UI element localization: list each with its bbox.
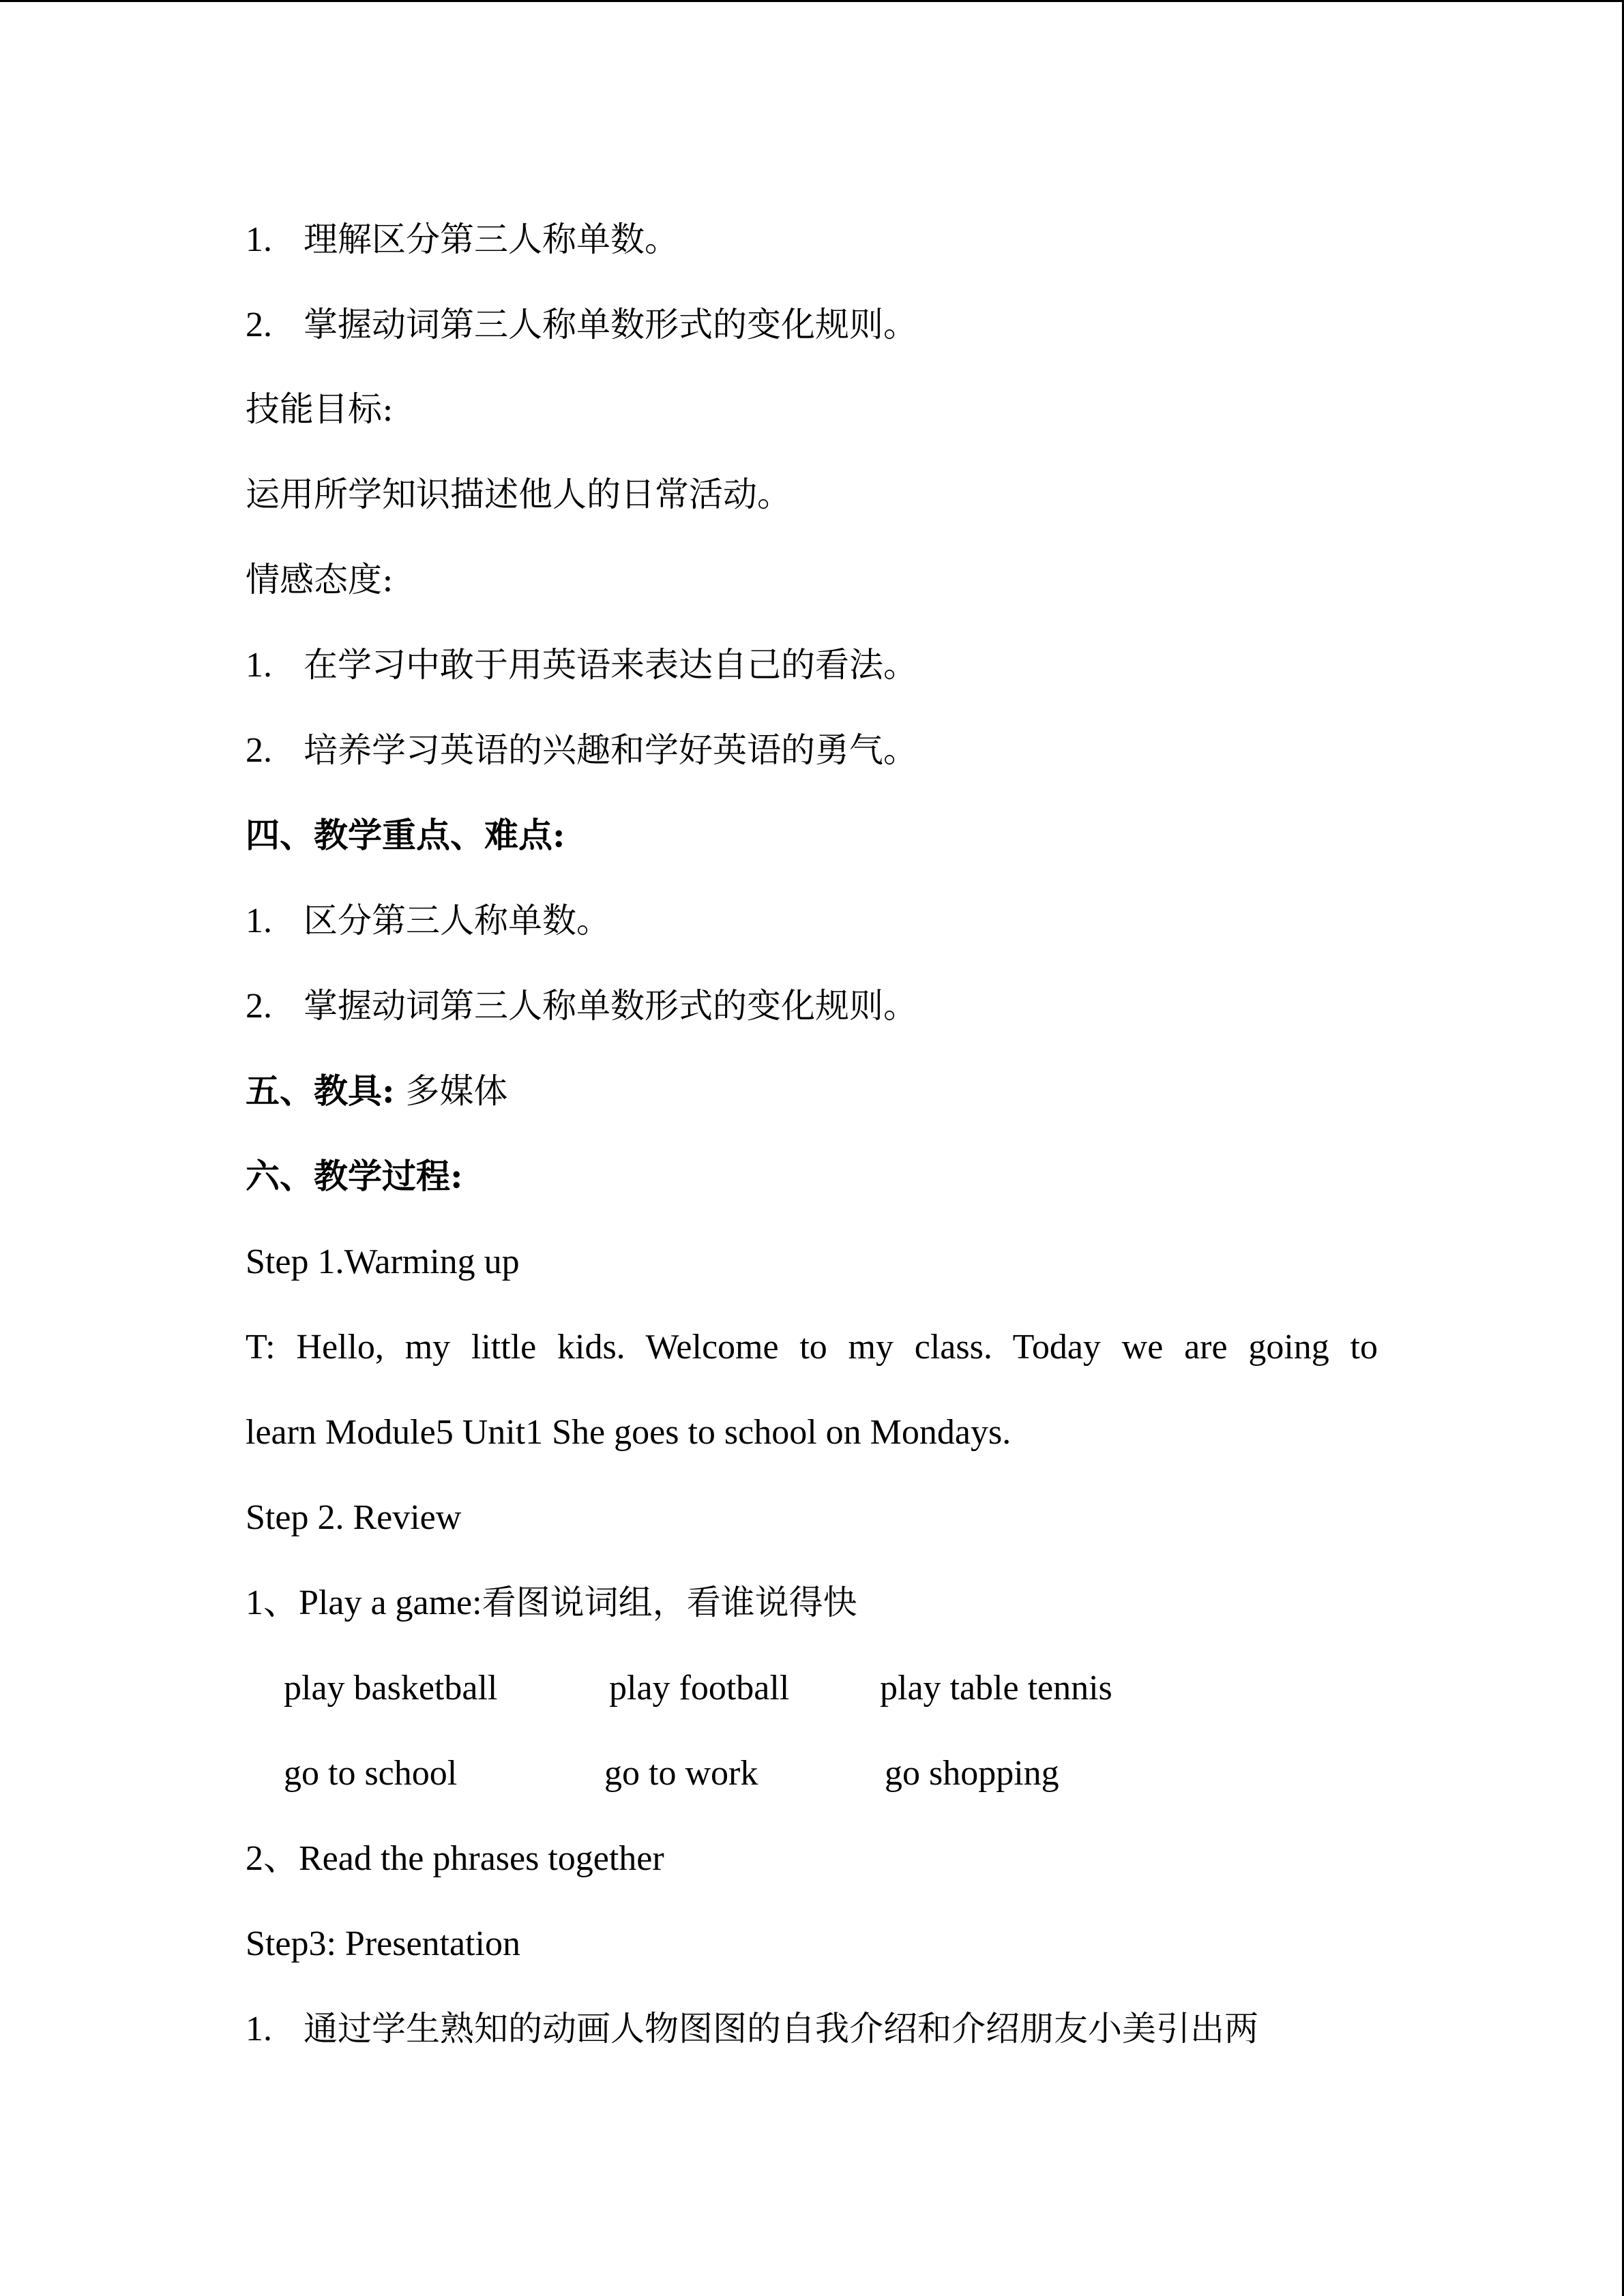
section-5-label: 五、教具: [246, 1071, 395, 1111]
review-item-1-chinese: 看图说词组，看谁说得快 [482, 1583, 857, 1622]
emotion-goal-item-2 [246, 730, 917, 770]
item-text: 在学习中敢于用英语来表达自己的看法。 [304, 645, 917, 685]
phrase: play football [609, 1669, 790, 1708]
item-number: 2. [246, 731, 272, 770]
phrase: go to work [604, 1754, 758, 1793]
knowledge-goal-item-2 [246, 305, 917, 344]
key-point-item-2 [246, 986, 917, 1026]
section-5-value: 多媒体 [405, 1071, 508, 1111]
item-text: 通过学生熟知的动画人物图图的自我介绍和介绍朋友小美引出两 [304, 2009, 1258, 2048]
step-2-heading: Step 2. Review [246, 1498, 462, 1537]
review-item-2: 2、Read the phrases together [246, 1839, 664, 1878]
phrase: play table tennis [880, 1669, 1112, 1708]
emotion-goal-item-1 [246, 645, 917, 685]
item-number: 2. [246, 987, 272, 1026]
step-1-heading: Step 1.Warming up [246, 1242, 520, 1281]
item-text: 掌握动词第三人称单数形式的变化规则。 [304, 986, 917, 1026]
item-number: 1. [246, 901, 272, 940]
item-number: 1. [246, 220, 272, 259]
item-text: 理解区分第三人称单数。 [304, 220, 679, 259]
skill-goal-heading: 技能目标: [246, 389, 394, 429]
phrase: go to school [284, 1754, 458, 1793]
section-5-line [246, 1071, 508, 1111]
phrase: go shopping [885, 1754, 1059, 1793]
item-number: 1. [246, 2010, 272, 2048]
teacher-speech-line-2: learn Module5 Unit1 She goes to school on Mondays. [246, 1413, 1012, 1452]
phrase: play basketball [284, 1669, 498, 1708]
step-3-heading: Step3: Presentation [246, 1924, 520, 1963]
teacher-speech-line-1: T: Hello, my little kids. Welcome to my class. Today we are going to [246, 1328, 1378, 1367]
emotion-goal-heading: 情感态度: [246, 560, 394, 599]
knowledge-goal-item-1 [246, 222, 679, 258]
review-item-1-prefix: 1、Play a game: [246, 1583, 482, 1622]
key-point-item-1 [246, 901, 610, 940]
skill-goal-text: 运用所学知识描述他人的日常活动。 [246, 475, 791, 514]
section-6-heading: 六、教学过程: [246, 1156, 463, 1196]
section-4-heading: 四、教学重点、难点: [246, 815, 565, 855]
item-text: 区分第三人称单数。 [304, 901, 610, 940]
item-number: 2. [246, 305, 272, 344]
page-top-border [0, 0, 1624, 2]
presentation-item-1 [246, 2009, 1258, 2048]
item-number: 1. [246, 646, 272, 685]
review-item-1 [246, 1585, 857, 1621]
item-text: 掌握动词第三人称单数形式的变化规则。 [304, 305, 917, 344]
item-text: 培养学习英语的兴趣和学好英语的勇气。 [304, 730, 917, 770]
